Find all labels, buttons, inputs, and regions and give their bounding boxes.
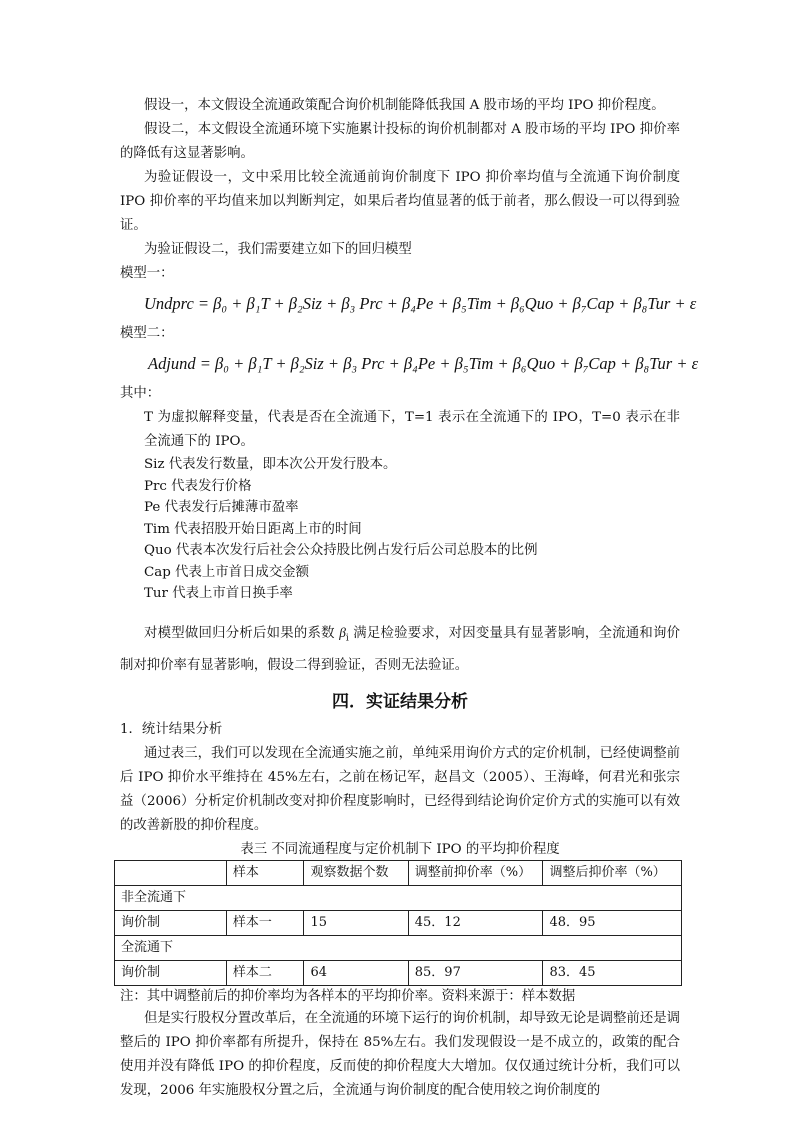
verify-hypothesis-two: 为验证假设二，我们需要建立如下的回归模型 [144,242,412,257]
final-paragraph: 但是实行股权分置改革后，在全流通的环境下运行的询价机制，却导致无论是调整前还是调整后的 IPO 抑价率都有所提升，保持在 85%左右。我们发现假设一是不成立的，政策的配合使用并没有降低 IPO 的抑价程度，反而使的抑价程度大大增加。仅仅通过统计分析，我们可以发现，2006 年实施股权分置之后，全流通与询价制度的配合使用较之询价制度的 [120,1011,680,1099]
variable-cap: Cap 代表上市首日成交金额 [144,564,309,580]
analysis-paragraph: 通过表三，我们可以发现在全流通实施之前，单纯采用询价方式的定价机制，已经使调整前后 IPO 抑价水平维持在 45%左右，之前在杨记军，赵昌文（2005）、王海峰，何君光和张宗益（2006）分析定价机制改变对抑价程度影响时，已经得到结论询价定价方式的实施可以有效的改善新股的抑价程度。 [120,746,680,834]
table-cell: 样本二 [226,961,304,986]
conclusion-text-after: 满足检验要求，对因变量具有显著影响，全流通和询价制对抑价率有显著影响，假设二得到验证，否则无法验证。 [120,625,681,674]
variable-list [120,406,680,605]
table-group-row [115,936,682,961]
variable-pe: Pe 代表发行后摊薄市盈率 [144,500,299,515]
hypothesis-two: 假设二，本文假设全流通环境下实施累计投标的询价机制都对 A 股市场的平均 IPO 抑价率的降低有这显著影响。 [120,122,680,161]
group-label: 全流通下 [115,936,682,961]
where-label: 其中： [120,386,161,401]
model-two-formula: Adjund = β₀ + β₁T + β₂Siz + β₃ Prc + β₄Pe + β₅Tim + β₆Quo + β₇Cap + β₈Tur + ε [148,354,699,373]
subsection-title: 1．统计结果分析 [120,722,223,738]
variable-siz: Siz 代表发行数量，即本次公开发行股本。 [144,457,397,472]
model-one-formula: Undprc = β₀ + β₁T + β₂Siz + β₃ Prc + β₄Pe + β₅Tim + β₆Quo + β₇Cap + β₈Tur + ε [144,294,697,313]
table-cell: 64 [304,961,408,986]
variable-t: T 为虚拟解释变量，代表是否在全流通下，T=1 表示在全流通下的 IPO，T=0 表示在非全流通下的 IPO。 [144,410,680,449]
verify-hypothesis-one: 为验证假设一，文中采用比较全流通前询价制度下 IPO 抑价率均值与全流通下询价制度 IPO 抑价率的平均值来加以判断判定，如果后者均值显著的低于前者，那么假设一可以得到验证。 [120,170,680,233]
variable-quo: Quo 代表本次发行后社会公众持股比例占发行后公司总股本的比例 [144,543,538,558]
table-caption: 表三 不同流通程度与定价机制下 IPO 的平均抑价程度 [240,842,560,858]
model-one-label: 模型一： [120,266,174,281]
variable-tim: Tim 代表招股开始日距离上市的时间 [144,521,362,537]
conclusion-text-before: 对模型做回归分析后如果的系数 [144,625,335,641]
document-page [120,94,699,1103]
header-cell: 样本 [226,861,304,886]
table-cell: 48．95 [543,911,682,936]
table-cell: 83．45 [543,961,682,986]
variable-tur: Tur 代表上市首日换手率 [144,586,293,601]
table-cell: 15 [304,911,408,936]
table-cell: 样本一 [226,911,304,936]
table-cell: 询价制 [115,911,227,936]
header-cell [115,861,227,886]
table-note: 注：其中调整前后的抑价率均为各样本的平均抑价率。资料来源于：样本数据 [120,989,576,1005]
beta-symbol: β [339,624,346,640]
table-cell: 询价制 [115,961,227,986]
variable-prc: Prc 代表发行价格 [144,478,252,494]
table-header-row [115,861,682,886]
header-cell: 观察数据个数 [304,861,408,886]
table-group-row [115,886,682,911]
section-heading: 四．实证结果分析 [332,692,468,713]
header-cell: 调整前抑价率（%） [408,861,543,886]
table-cell: 45．12 [408,911,543,936]
group-label: 非全流通下 [115,886,682,911]
model-two-label: 模型二： [120,326,174,341]
results-table [114,860,682,986]
hypothesis-one: 假设一，本文假设全流通政策配合询价机制能降低我国 A 股市场的平均 IPO 抑价程度。 [144,98,665,113]
table-cell: 85．97 [408,961,543,986]
table-row [115,961,682,986]
header-cell: 调整后抑价率（%） [543,861,682,886]
table-row [115,911,682,936]
beta-subscript: i [345,633,349,644]
regression-conclusion [120,619,680,681]
